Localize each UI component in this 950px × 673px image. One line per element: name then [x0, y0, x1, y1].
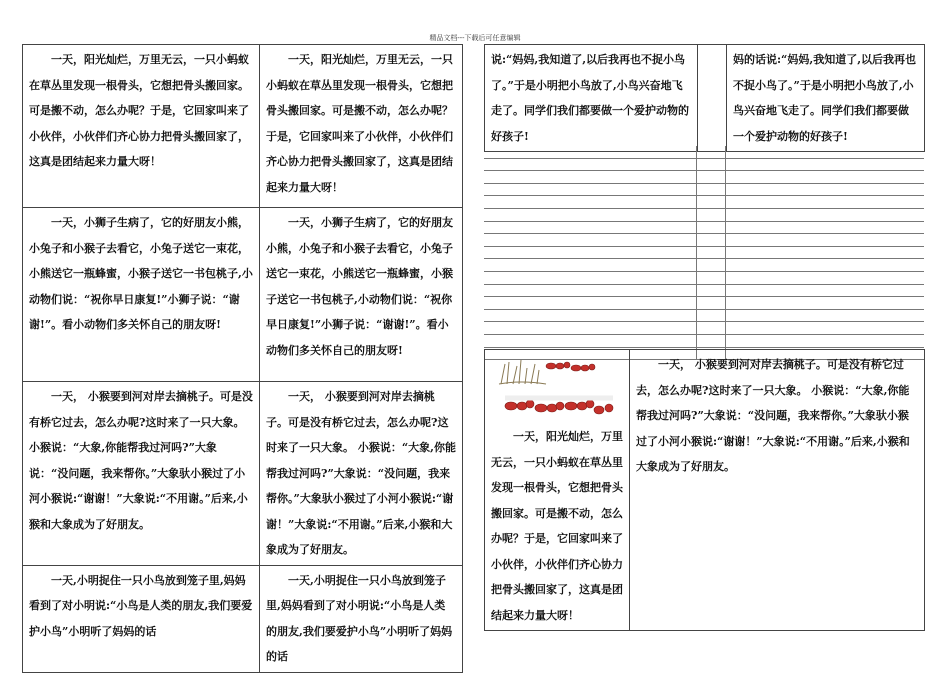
- lion-story-left: 一天，小狮子生病了，它的好朋友小熊，小兔子和小猴子去看它，小兔子送它一束花，小熊送它一瓶蜂蜜，小猴子送它一书包桃子,小动物们说：“祝你早日康复!”小狮子说：“谢谢!”。看小动物们多关怀自己的朋友呀!: [23, 208, 260, 382]
- ruled-lines: [484, 146, 924, 360]
- monkey-story-bottom: 一天， 小猴要到河对岸去摘桃子。可是没有桥它过去，怎么办呢?这时来了一只大象。 小猴说：“大象,你能帮我过河吗?”大象说：“没问题，我来帮你。”大象驮小猴过了小河小猴说:“谢谢！”大象说:“不用谢。”后来,小猴和大象成为了好朋友。: [630, 350, 925, 631]
- right-top-table: [484, 44, 925, 152]
- ant-story-right: 一天，阳光灿烂，万里无云，一只小蚂蚁在草丛里发现一根骨头，它想把骨头搬回家。可是搬不动，怎么办呢？于是，它回家叫来了小伙伴，小伙伴们齐心协力把骨头搬回家了，这真是团结起来力量大呀！: [260, 45, 463, 208]
- bird-continued-right: 妈的话说:“妈妈,我知道了,以后我再也不捉小鸟了。”于是小明把小鸟放了,小鸟兴奋地飞走了。同学们我们都要做一个爱护动物的好孩子!: [727, 45, 925, 152]
- ruled-line: [484, 196, 924, 209]
- ruled-line: [484, 222, 924, 235]
- page-header: 精品文档---下载后可任意编辑: [429, 34, 521, 42]
- lion-story-right: 一天，小狮子生病了，它的好朋友小熊，小兔子和小猴子去看它，小兔子送它一束花，小熊送它一瓶蜂蜜，小猴子送它一书包桃子,小动物们说：“祝你早日康复!”小狮子说：“谢谢!”。看小动物们多关怀自己的朋友呀!: [260, 208, 463, 382]
- ruled-line: [484, 159, 924, 172]
- ruled-line: [484, 297, 924, 310]
- ruled-line: [484, 310, 924, 323]
- ruled-line: [484, 285, 924, 298]
- right-bottom-table: [484, 349, 925, 631]
- ruled-line: [484, 259, 924, 272]
- bird-story-left: 一天,小明捉住一只小鸟放到笼子里,妈妈看到了对小明说:“小鸟是人类的朋友,我们要爱护小鸟”小明听了妈妈的话: [23, 565, 260, 672]
- ruled-line: [484, 234, 924, 247]
- left-story-table: [22, 44, 463, 673]
- bird-story-right: 一天,小明捉住一只小鸟放到笼子里,妈妈看到了对小明说:“小鸟是人类的朋友,我们要爱护小鸟”小明听了妈妈的话: [260, 565, 463, 672]
- ruled-line: [484, 247, 924, 260]
- ruled-line: [484, 209, 924, 222]
- ruled-line: [484, 184, 924, 197]
- ant-illustration-cell: [485, 350, 630, 631]
- monkey-story-right: 一天， 小猴要到河对岸去摘桃子。可是没有桥它过去，怎么办呢?这时来了一只大象。 小猴说：“大象,你能帮我过河吗?”大象说：“没问题，我来帮你。”大象驮小猴过了小河小猴说:“谢谢！”大象说:“不用谢。”后来,小猴和大象成为了好朋友。: [260, 382, 463, 566]
- ruled-line: [484, 272, 924, 285]
- gutter-cell: [698, 45, 727, 152]
- ruled-line: [484, 322, 924, 335]
- ruled-line: [484, 146, 924, 159]
- ruled-line: [484, 335, 924, 348]
- monkey-story-left: 一天， 小猴要到河对岸去摘桃子。可是没有桥它过去，怎么办呢?这时来了一只大象。 小猴说：“大象,你能帮我过河吗?”大象说：“没问题，我来帮你。”大象驮小猴过了小河小猴说:“谢谢！”大象说:“不用谢。”后来,小猴和大象成为了好朋友。: [23, 382, 260, 566]
- ant-illustration: [491, 354, 623, 424]
- ant-story-left: 一天，阳光灿烂，万里无云，一只小蚂蚁在草丛里发现一根骨头，它想把骨头搬回家。可是搬不动，怎么办呢？于是，它回家叫来了小伙伴，小伙伴们齐心协力把骨头搬回家了，这真是团结起来力量大呀！: [23, 45, 260, 208]
- ant-story-bottom: 一天，阳光灿烂，万里无云，一只小蚂蚁在草丛里发现一根骨头，它想把骨头搬回家。可是搬不动，怎么办呢？于是，它回家叫来了小伙伴，小伙伴们齐心协力把骨头搬回家了，这真是团结起来力量大呀！: [491, 430, 623, 622]
- bird-continued-left: 说:“妈妈,我知道了,以后我再也不捉小鸟了。”于是小明把小鸟放了,小鸟兴奋地飞走了。同学们我们都要做一个爱护动物的好孩子!: [485, 45, 698, 152]
- ruled-line: [484, 171, 924, 184]
